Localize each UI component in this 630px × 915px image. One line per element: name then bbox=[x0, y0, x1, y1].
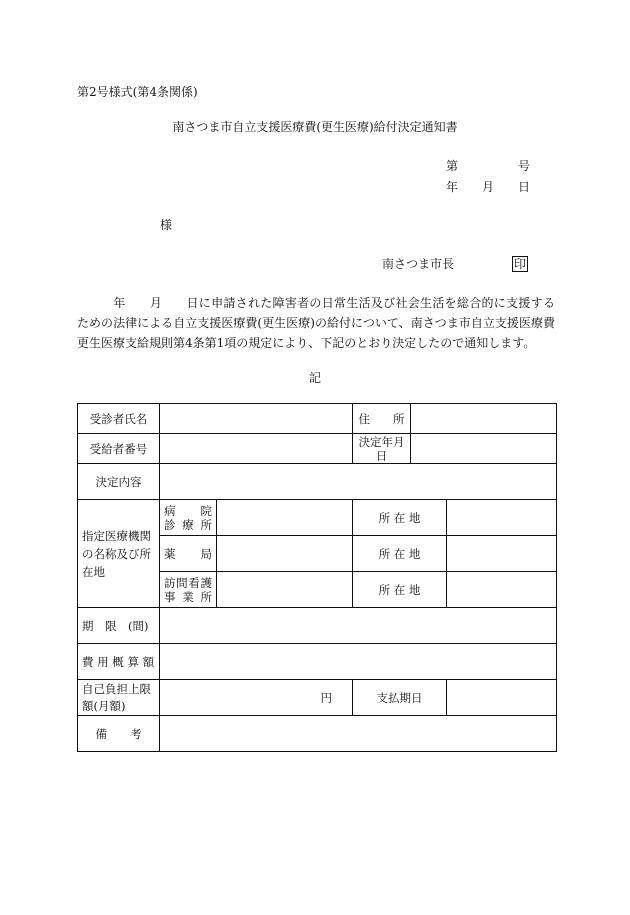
hospital-location-field[interactable] bbox=[447, 500, 557, 536]
sender-block bbox=[382, 256, 528, 272]
body-text: 日に申請された障害者の日常生活及び社会生活を総合的に支援するための法律による自立支援医療費(更生医療)の給付について、南さつま市自立支援医療費更生医療支給規則第4条第1項の規定により、下記のとおり決定したので通知します。 bbox=[77, 296, 555, 350]
number-dai-label: 第 bbox=[446, 159, 459, 173]
document-number-line bbox=[446, 160, 530, 172]
table-row-period bbox=[78, 608, 557, 644]
number-go-label: 号 bbox=[518, 159, 531, 173]
copay-limit-label: 自己負担上限額(月額) bbox=[78, 680, 160, 716]
hospital-type-label bbox=[160, 500, 217, 536]
pharmacy-type-label: 薬 局 bbox=[160, 536, 217, 572]
period-label: 期 限 (間) bbox=[78, 608, 160, 644]
body-lead-month: 月 bbox=[149, 296, 163, 310]
table-row-copay bbox=[78, 680, 557, 716]
hospital-name-field[interactable] bbox=[217, 500, 353, 536]
period-field[interactable] bbox=[160, 608, 557, 644]
notice-body bbox=[77, 293, 555, 353]
decision-table bbox=[77, 403, 557, 752]
document-date-line bbox=[446, 181, 530, 193]
table-row-cost bbox=[78, 644, 557, 680]
official-seal-box: 印 bbox=[514, 257, 527, 271]
table-row-recipient bbox=[78, 434, 557, 464]
pharmacy-location-field[interactable] bbox=[447, 536, 557, 572]
date-year-label: 年 bbox=[446, 180, 459, 194]
decision-date-label: 決定年月日 bbox=[353, 434, 411, 464]
nursing-location-field[interactable] bbox=[447, 572, 557, 608]
payment-date-label: 支払期日 bbox=[353, 680, 447, 716]
nursing-type-label bbox=[160, 572, 217, 608]
table-row-remarks bbox=[78, 716, 557, 752]
patient-name-label: 受診者氏名 bbox=[78, 404, 160, 434]
decision-content-field[interactable] bbox=[160, 464, 557, 500]
hospital-label-line1: 病 院 bbox=[164, 503, 212, 518]
nursing-label-line1: 訪問看護 bbox=[164, 575, 212, 590]
nursing-location-label: 所 在 地 bbox=[353, 572, 447, 608]
table-row-hospital bbox=[78, 500, 557, 536]
recipient-number-field[interactable] bbox=[160, 434, 353, 464]
remarks-label: 備 考 bbox=[78, 716, 160, 752]
address-label: 住 所 bbox=[353, 404, 411, 434]
payment-date-field[interactable] bbox=[447, 680, 557, 716]
ki-heading: 記 bbox=[308, 371, 321, 385]
address-field[interactable] bbox=[411, 404, 557, 434]
body-lead-year: 年 bbox=[113, 296, 126, 310]
cost-estimate-field[interactable] bbox=[160, 644, 557, 680]
decision-content-label: 決定内容 bbox=[78, 464, 160, 500]
recipient-number-label: 受給者番号 bbox=[78, 434, 160, 464]
copay-limit-field[interactable] bbox=[160, 680, 353, 716]
addressee-suffix: 様 bbox=[160, 218, 173, 232]
date-day-label: 日 bbox=[518, 180, 531, 194]
date-month-label: 月 bbox=[482, 180, 495, 194]
table-row-patient bbox=[78, 404, 557, 434]
decision-date-field[interactable] bbox=[411, 434, 557, 464]
document-title: 南さつま市自立支援医療費(更生医療)給付決定通知書 bbox=[172, 120, 458, 134]
designated-institution-label: 指定医療機関の名称及び所在地 bbox=[78, 500, 160, 608]
sender-name: 南さつま市長 bbox=[382, 257, 455, 271]
hospital-location-label: 所 在 地 bbox=[353, 500, 447, 536]
hospital-label-line2: 診 療 所 bbox=[164, 517, 212, 532]
pharmacy-name-field[interactable] bbox=[217, 536, 353, 572]
nursing-label-line2: 事 業 所 bbox=[164, 589, 212, 604]
cost-estimate-label: 費 用 概 算 額 bbox=[78, 644, 160, 680]
form-number-label: 第2号様式(第4条関係) bbox=[77, 85, 198, 99]
table-row-decision bbox=[78, 464, 557, 500]
patient-name-field[interactable] bbox=[160, 404, 353, 434]
pharmacy-location-label: 所 在 地 bbox=[353, 536, 447, 572]
nursing-name-field[interactable] bbox=[217, 572, 353, 608]
yen-unit: 円 bbox=[320, 690, 332, 705]
remarks-field[interactable] bbox=[160, 716, 557, 752]
